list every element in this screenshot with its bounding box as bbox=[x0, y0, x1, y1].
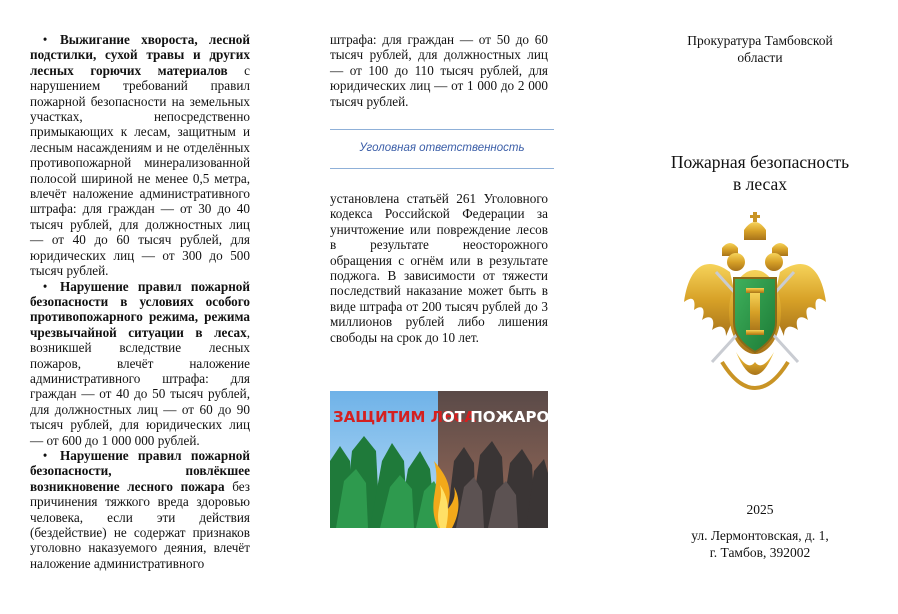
divider-top bbox=[330, 129, 554, 130]
address-line-2: г. Тамбов, 392002 bbox=[709, 545, 811, 560]
bold-heading-2: Нарушение правил пожарной безопасности в условиях особого противопожарного режима, режима чрезвычайной ситуации в лесах bbox=[30, 278, 250, 340]
poster-illustration bbox=[330, 391, 568, 528]
bullet-paragraph-1 bbox=[30, 32, 250, 279]
address bbox=[650, 527, 870, 561]
brochure-title bbox=[640, 151, 880, 195]
poster-image bbox=[330, 391, 568, 528]
bold-heading-3: Нарушение правил пожарной безопасности, повлёкшее возникновение лесного пожара bbox=[30, 447, 250, 494]
title-line-2: в лесах bbox=[732, 174, 788, 194]
address-line-1: ул. Лермонтовская, д. 1, bbox=[691, 528, 829, 543]
left-column bbox=[30, 32, 250, 571]
bold-heading-1: Выжигание хвороста, лесной подстилки, сухой травы и других лесных горючих материалов bbox=[30, 32, 250, 78]
year: 2025 bbox=[746, 502, 774, 517]
bullet-icon: • bbox=[42, 447, 48, 463]
prosecutor-emblem-eagle-icon bbox=[682, 212, 828, 398]
poster-text-right: ОТ ПОЖАРОВ! bbox=[442, 408, 568, 426]
section-heading-criminal: Уголовная ответственность bbox=[359, 142, 525, 154]
middle-column-bottom bbox=[330, 191, 548, 345]
criminal-liability-text: установлена статьёй 261 Уголовного кодекса Российской Федерации за уничтожение или повреждение лесов в результате неосторожного обращения с огнём или в результате поджога. В зависимости от тяжести последствий наказание может быть в виде штрафа от 200 тысяч рублей до 3 миллионов рублей либо лишения свободы на срок до 10 лет. bbox=[330, 191, 548, 345]
bullet-icon: • bbox=[42, 278, 48, 294]
bullet-paragraph-3 bbox=[30, 448, 250, 571]
poster-text-left: ЗАЩИТИМ ЛЕСА bbox=[333, 408, 476, 426]
bullet-paragraph-2 bbox=[30, 279, 250, 448]
bullet-icon: • bbox=[42, 32, 48, 47]
paragraph-text-1: с нарушением требований правил пожарной безопасности на земельных участках, непосредственно примыкающих к лесам, защитным и лесным насаждениям и не отделённых противопожарной минерализованной полосой шириной не менее 0,5 метра, влечёт наложение административного штрафа: для граждан — от 30 до 40 тысяч рублей, для должностных лиц — от 40 до 60 тысяч рублей, для юридических лиц — от 300 до 500 тысяч рублей. bbox=[30, 62, 250, 279]
middle-column-top bbox=[330, 32, 548, 109]
paragraph-text-2: , возникшей вследствие лесных пожаров, влечёт наложение административного штрафа: для граждан — от 40 до 50 тысяч рублей, для должностных лиц — от 60 до 90 тысяч рублей, для юридических лиц — от 600 до 1 000 000 рублей. bbox=[30, 324, 250, 448]
title-line-1: Пожарная безопасность bbox=[670, 152, 850, 172]
divider-bottom bbox=[330, 168, 554, 169]
fine-continuation-text: штрафа: для граждан — от 50 до 60 тысяч рублей, для должностных лиц — от 100 до 110 тысяч рублей, для юридических лиц — от 1 000 до 2 000 тысяч рублей. bbox=[330, 32, 548, 109]
org-name bbox=[650, 32, 870, 66]
org-name-line-2: области bbox=[737, 50, 783, 65]
org-name-line-1: Прокуратура Тамбовской bbox=[687, 33, 833, 48]
paragraph-text-3: без причинения тяжкого вреда здоровью человека, если эти действия (бездействие) не содержат признаков уголовно наказуемого деяния, влечёт наложение административного bbox=[30, 478, 250, 571]
